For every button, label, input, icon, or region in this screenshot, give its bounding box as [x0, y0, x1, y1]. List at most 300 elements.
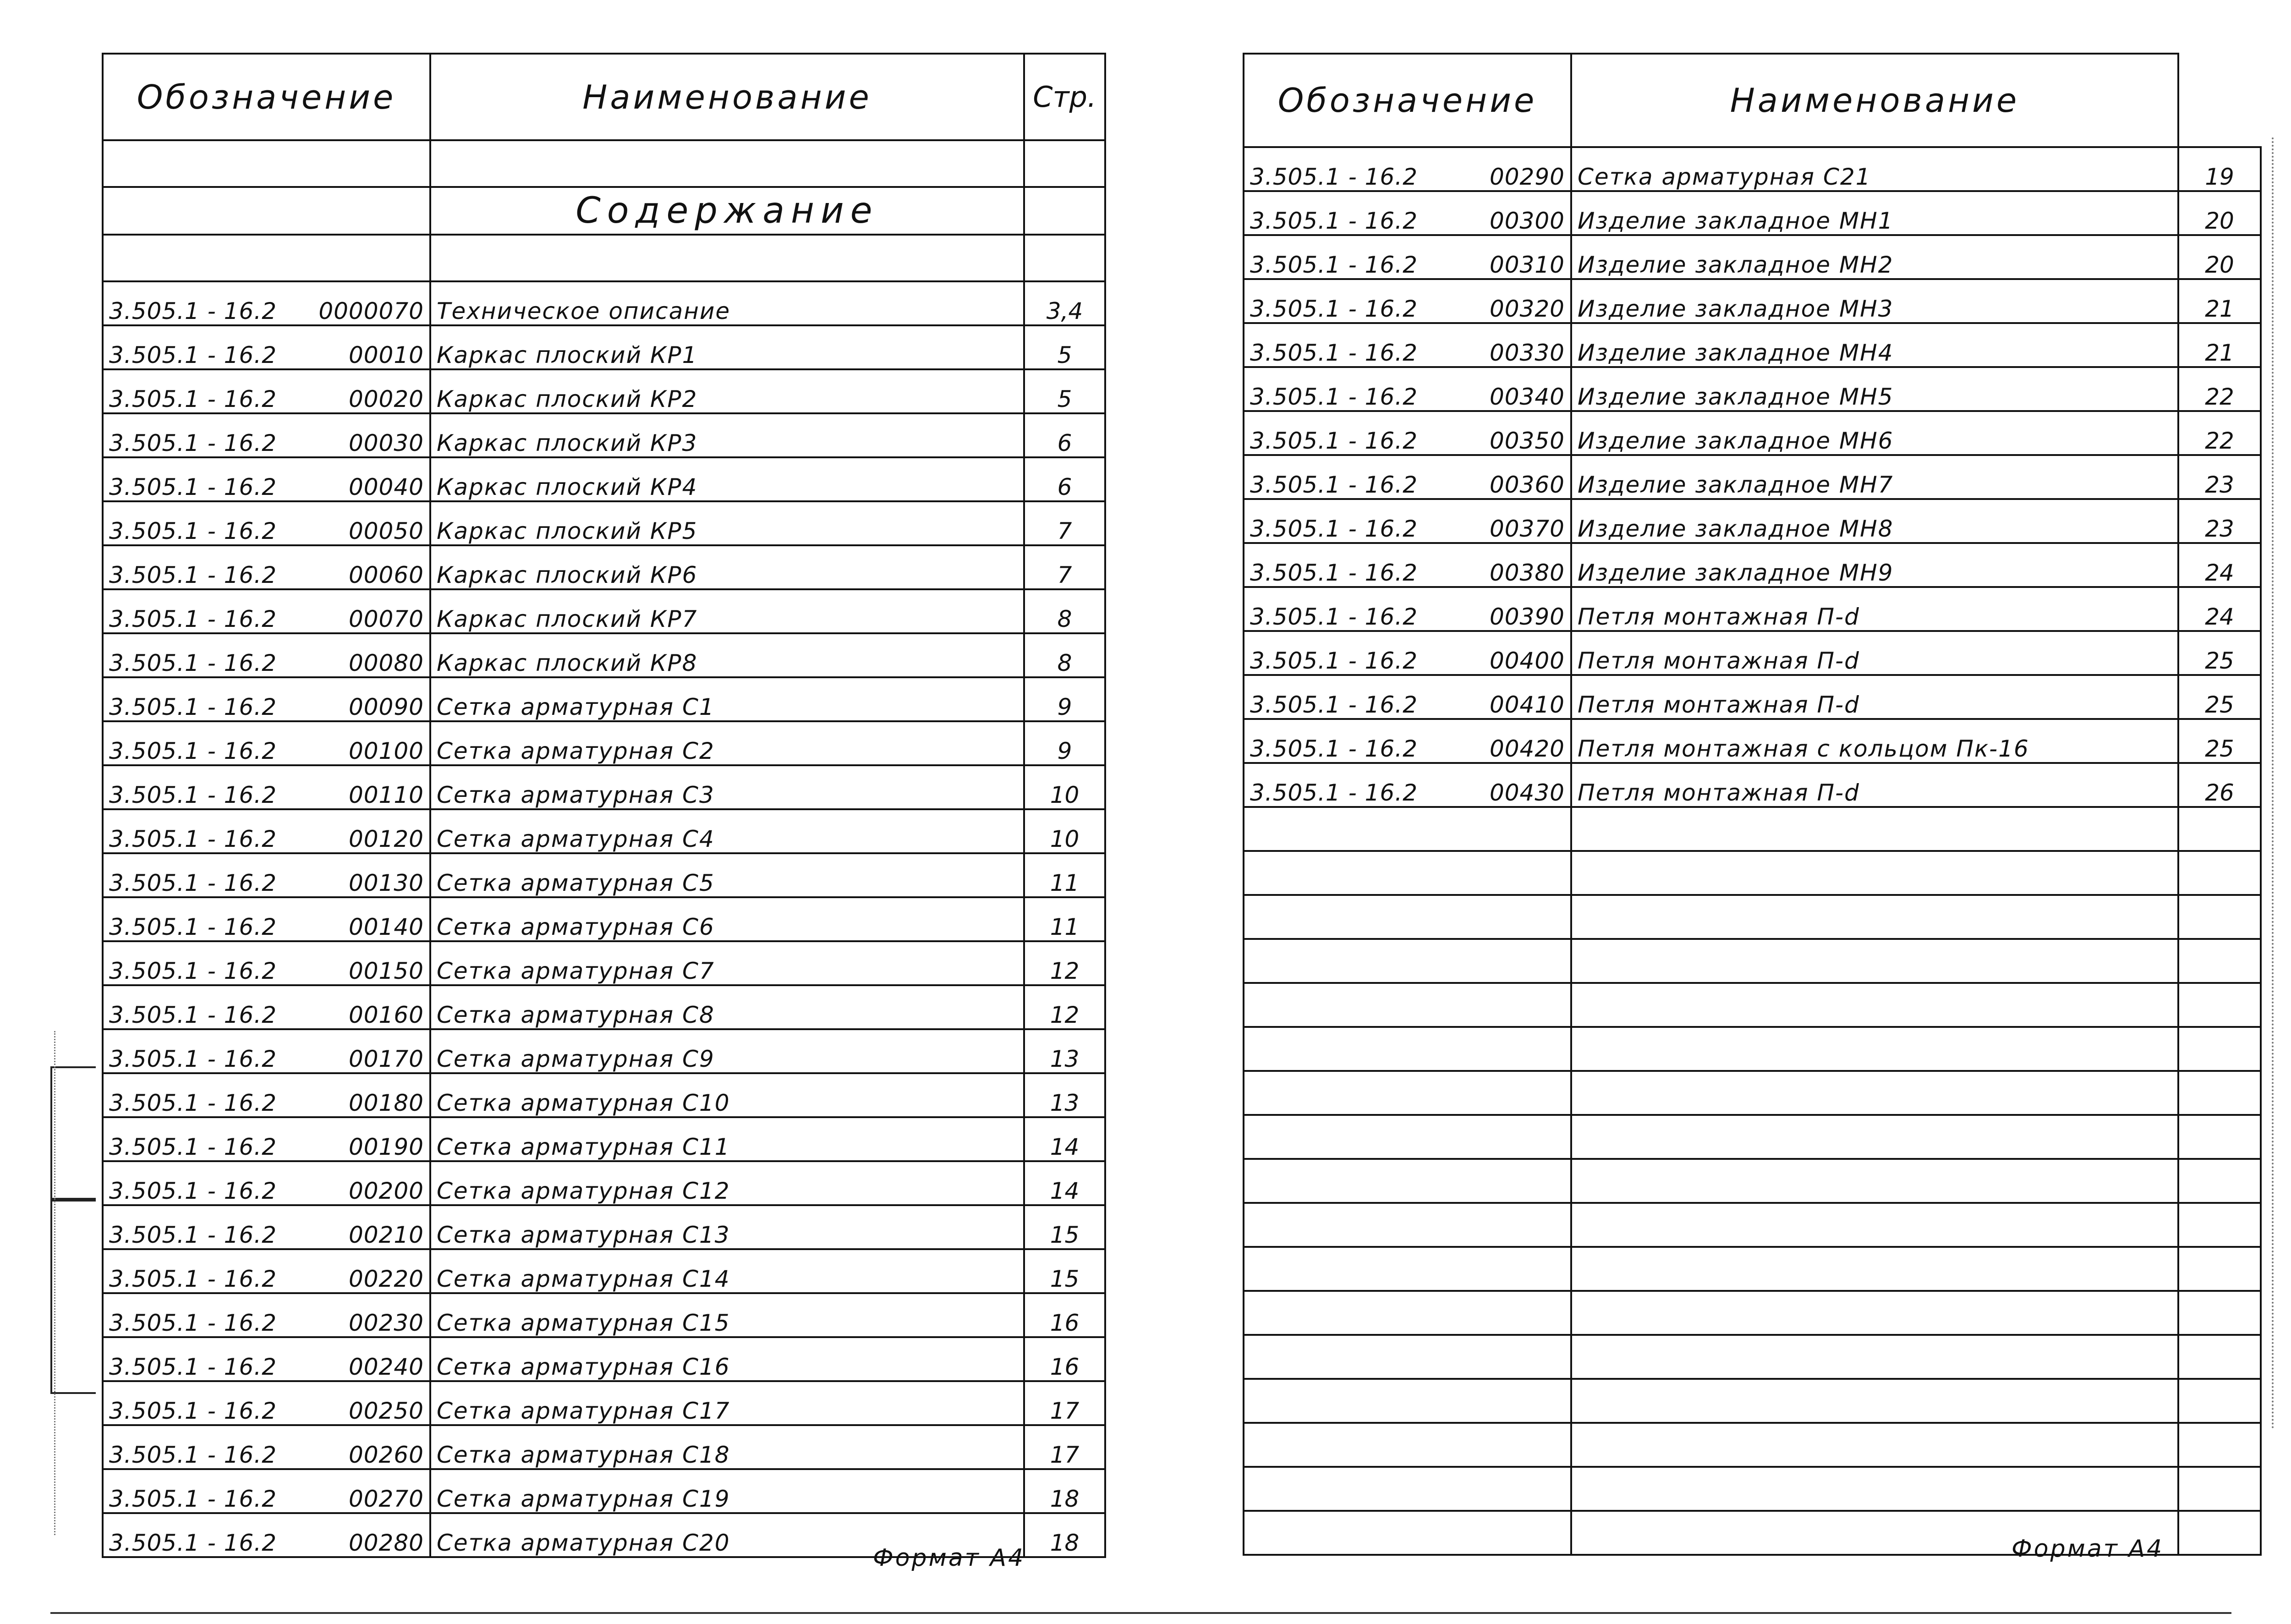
designation-cell: [103, 721, 430, 765]
table-row: [1244, 499, 2261, 543]
table-row: [103, 721, 1105, 765]
designation-cell: [1244, 543, 1571, 587]
designation-cell: [103, 1337, 430, 1381]
table-row: [103, 1337, 1105, 1381]
item-name: Каркас плоский КР2: [430, 369, 1024, 413]
table-row: [1244, 719, 2261, 763]
table-row: [103, 1381, 1105, 1425]
empty-cell: [1244, 1115, 1571, 1159]
item-name: Изделие закладное МН9: [1571, 543, 2178, 587]
designation-cell: [103, 1161, 430, 1205]
table-row: [1244, 587, 2261, 631]
item-name: Сетка арматурная С1: [430, 677, 1024, 721]
item-name: Петля монтажная П-d: [1571, 631, 2178, 675]
empty-cell: [1571, 895, 2178, 939]
table-row: [103, 545, 1105, 589]
designation-code: 3.505.1 - 16.2: [109, 870, 277, 896]
empty-cell: [2178, 1203, 2261, 1247]
empty-row: [1244, 1115, 2261, 1159]
designation-number: 00020: [348, 386, 424, 412]
empty-row: [1244, 939, 2261, 983]
page-number: 5: [1024, 369, 1105, 413]
designation-code: 3.505.1 - 16.2: [109, 1354, 277, 1380]
designation-number: 00390: [1489, 604, 1565, 630]
page-number: 17: [1024, 1381, 1105, 1425]
empty-cell: [1571, 939, 2178, 983]
table-row: [1244, 279, 2261, 323]
designation-number: 00300: [1489, 208, 1565, 234]
designation-code: 3.505.1 - 16.2: [1250, 208, 1418, 234]
empty-row: [1244, 851, 2261, 895]
column-header-name: Наименование: [430, 54, 1024, 140]
designation-code: 3.505.1 - 16.2: [109, 430, 277, 456]
empty-cell: [1244, 1247, 1571, 1291]
empty-cell: [1571, 1379, 2178, 1423]
empty-cell: [2178, 1423, 2261, 1467]
empty-cell: [2178, 1511, 2261, 1555]
table-row: [103, 369, 1105, 413]
designation-code: 3.505.1 - 16.2: [109, 1046, 277, 1072]
item-name: Изделие закладное МН5: [1571, 367, 2178, 411]
item-name: Изделие закладное МН1: [1571, 191, 2178, 235]
table-row: [103, 1249, 1105, 1293]
designation-cell: [103, 589, 430, 633]
designation-cell: [103, 413, 430, 457]
empty-row: [1244, 895, 2261, 939]
designation-code: 3.505.1 - 16.2: [109, 1530, 277, 1556]
table-row: [1244, 191, 2261, 235]
empty-row: [1244, 1027, 2261, 1071]
designation-code: 3.505.1 - 16.2: [1250, 252, 1418, 278]
designation-number: 00290: [1489, 164, 1565, 190]
item-name: Каркас плоский КР5: [430, 501, 1024, 545]
designation-code: 3.505.1 - 16.2: [1250, 604, 1418, 630]
contents-table-left: [102, 53, 1106, 1558]
page-number: 13: [1024, 1073, 1105, 1117]
designation-code: 3.505.1 - 16.2: [1250, 428, 1418, 454]
designation-code: 3.505.1 - 16.2: [109, 386, 277, 412]
page-number: 23: [2178, 455, 2261, 499]
designation-number: 00280: [348, 1530, 424, 1556]
table-row: [103, 1161, 1105, 1205]
item-name: Изделие закладное МН4: [1571, 323, 2178, 367]
item-name: Сетка арматурная С14: [430, 1249, 1024, 1293]
designation-cell: [1244, 719, 1571, 763]
designation-number: 00220: [348, 1266, 424, 1292]
item-name: Сетка арматурная С21: [1571, 147, 2178, 191]
designation-number: 00320: [1489, 296, 1565, 322]
page-number: 25: [2178, 675, 2261, 719]
empty-cell: [1571, 1335, 2178, 1379]
page-number: 9: [1024, 677, 1105, 721]
empty-cell: [1244, 1071, 1571, 1115]
designation-code: 3.505.1 - 16.2: [109, 826, 277, 852]
designation-cell: [1244, 279, 1571, 323]
item-name: Каркас плоский КР8: [430, 633, 1024, 677]
designation-code: 3.505.1 - 16.2: [109, 1398, 277, 1424]
empty-cell: [1244, 1027, 1571, 1071]
empty-cell: [2178, 807, 2261, 851]
page-number: 23: [2178, 499, 2261, 543]
empty-row: [1244, 1071, 2261, 1115]
empty-cell: [1571, 1291, 2178, 1335]
table-row: [103, 413, 1105, 457]
item-name: Сетка арматурная С17: [430, 1381, 1024, 1425]
designation-number: 00420: [1489, 735, 1565, 762]
page-number: 25: [2178, 631, 2261, 675]
empty-cell: [1571, 1071, 2178, 1115]
page-number: 24: [2178, 587, 2261, 631]
item-name: Петля монтажная П-d: [1571, 675, 2178, 719]
designation-number: 00200: [348, 1178, 424, 1204]
designation-cell: [1244, 367, 1571, 411]
empty-cell: [1571, 1467, 2178, 1511]
designation-cell: [1244, 631, 1571, 675]
item-name: Изделие закладное МН7: [1571, 455, 2178, 499]
empty-cell: [1571, 807, 2178, 851]
empty-cell: [1244, 1379, 1571, 1423]
designation-number: 00160: [348, 1002, 424, 1028]
page-number: 10: [1024, 809, 1105, 853]
column-header-designation: Обозначение: [103, 54, 430, 140]
designation-code: 3.505.1 - 16.2: [1250, 560, 1418, 586]
item-name: Каркас плоский КР4: [430, 457, 1024, 501]
table-row: [103, 633, 1105, 677]
margin-dotted-line: [54, 1031, 55, 1535]
designation-code: 3.505.1 - 16.2: [109, 1266, 277, 1292]
page-number: 6: [1024, 457, 1105, 501]
designation-number: 00340: [1489, 384, 1565, 410]
designation-code: 3.505.1 - 16.2: [1250, 472, 1418, 498]
item-name: Сетка арматурная С5: [430, 853, 1024, 897]
designation-cell: [103, 1425, 430, 1469]
table-row: [103, 677, 1105, 721]
designation-number: 00070: [348, 606, 424, 632]
designation-code: 3.505.1 - 16.2: [1250, 340, 1418, 366]
page-number: 6: [1024, 413, 1105, 457]
designation-number: 00100: [348, 738, 424, 764]
designation-cell: [1244, 191, 1571, 235]
page-number: 11: [1024, 853, 1105, 897]
table-row: [103, 985, 1105, 1029]
designation-code: 3.505.1 - 16.2: [1250, 164, 1418, 190]
item-name: Сетка арматурная С8: [430, 985, 1024, 1029]
designation-cell: [1244, 499, 1571, 543]
item-name: Сетка арматурная С4: [430, 809, 1024, 853]
table-row: [103, 1029, 1105, 1073]
designation-code: 3.505.1 - 16.2: [109, 1486, 277, 1512]
designation-cell: [1244, 235, 1571, 279]
designation-cell: [1244, 323, 1571, 367]
empty-cell: [1571, 1115, 2178, 1159]
item-name: Петля монтажная с кольцом Пк-16: [1571, 719, 2178, 763]
item-name: Каркас плоский КР1: [430, 325, 1024, 369]
table-row: [1244, 323, 2261, 367]
designation-cell: [103, 325, 430, 369]
item-name: Петля монтажная П-d: [1571, 763, 2178, 807]
empty-cell: [1571, 1027, 2178, 1071]
empty-cell: [1571, 1423, 2178, 1467]
designation-number: 00150: [348, 958, 424, 984]
item-name: Изделие закладное МН2: [1571, 235, 2178, 279]
column-header-name: Наименование: [1571, 54, 2178, 147]
item-name: Сетка арматурная С10: [430, 1073, 1024, 1117]
page-number: 26: [2178, 763, 2261, 807]
empty-row: [1244, 1467, 2261, 1511]
column-header-page-empty: [2178, 54, 2261, 147]
empty-cell: [2178, 1247, 2261, 1291]
empty-cell: [1571, 1203, 2178, 1247]
designation-number: 00050: [348, 518, 424, 544]
empty-cell: [1244, 1159, 1571, 1203]
section-title: Содержание: [430, 187, 1024, 235]
designation-number: 00090: [348, 694, 424, 720]
page-number: 17: [1024, 1425, 1105, 1469]
table-row: [103, 1073, 1105, 1117]
designation-number: 00240: [348, 1354, 424, 1380]
bottom-rule: [50, 1612, 2231, 1614]
designation-cell: [103, 501, 430, 545]
designation-code: 3.505.1 - 16.2: [109, 1178, 277, 1204]
designation-code: 3.505.1 - 16.2: [109, 650, 277, 676]
designation-cell: [103, 1117, 430, 1161]
page-number: 21: [2178, 323, 2261, 367]
table-row: [1244, 763, 2261, 807]
designation-number: 00130: [348, 870, 424, 896]
table-row: [103, 1425, 1105, 1469]
designation-number: 00350: [1489, 428, 1565, 454]
designation-code: 3.505.1 - 16.2: [109, 474, 277, 500]
empty-row: [1244, 983, 2261, 1027]
designation-cell: [103, 1073, 430, 1117]
item-name: Сетка арматурная С9: [430, 1029, 1024, 1073]
designation-cell: [103, 941, 430, 985]
empty-row: [1244, 1291, 2261, 1335]
blank-row: [103, 140, 1105, 187]
page-number: 25: [2178, 719, 2261, 763]
designation-number: 00140: [348, 914, 424, 940]
empty-cell: [1571, 1159, 2178, 1203]
designation-cell: [1244, 587, 1571, 631]
designation-cell: [103, 633, 430, 677]
empty-cell: [1244, 1291, 1571, 1335]
designation-cell: [103, 1029, 430, 1073]
column-header-page: Стр.: [1024, 54, 1105, 140]
page-number: 12: [1024, 941, 1105, 985]
page-number: 3,4: [1024, 281, 1105, 325]
designation-number: 00250: [348, 1398, 424, 1424]
empty-cell: [1244, 1423, 1571, 1467]
page-number: 14: [1024, 1161, 1105, 1205]
empty-row: [1244, 1379, 2261, 1423]
item-name: Сетка арматурная С19: [430, 1469, 1024, 1513]
empty-cell: [1571, 851, 2178, 895]
designation-number: 00370: [1489, 516, 1565, 542]
designation-cell: [103, 1205, 430, 1249]
designation-code: 3.505.1 - 16.2: [109, 1310, 277, 1336]
empty-cell: [1244, 895, 1571, 939]
designation-number: 00120: [348, 826, 424, 852]
margin-dotted-line: [2272, 137, 2274, 1430]
designation-number: 00210: [348, 1222, 424, 1248]
item-name: Сетка арматурная С13: [430, 1205, 1024, 1249]
item-name: Сетка арматурная С15: [430, 1293, 1024, 1337]
designation-cell: [103, 1381, 430, 1425]
page-number: 18: [1024, 1469, 1105, 1513]
empty-cell: [2178, 939, 2261, 983]
item-name: Сетка арматурная С6: [430, 897, 1024, 941]
item-name: Каркас плоский КР6: [430, 545, 1024, 589]
page-number: 5: [1024, 325, 1105, 369]
designation-number: 00060: [348, 562, 424, 588]
item-name: Сетка арматурная С16: [430, 1337, 1024, 1381]
designation-number: 00030: [348, 430, 424, 456]
table-row: [1244, 147, 2261, 191]
page-number: 16: [1024, 1337, 1105, 1381]
designation-cell: [103, 545, 430, 589]
table-row: [1244, 675, 2261, 719]
designation-number: 00010: [348, 342, 424, 368]
designation-number: 00110: [348, 782, 424, 808]
item-name: Каркас плоский КР3: [430, 413, 1024, 457]
page-number: 15: [1024, 1249, 1105, 1293]
designation-number: 00190: [348, 1134, 424, 1160]
section-title-row: [103, 187, 1105, 235]
page-number: 20: [2178, 191, 2261, 235]
designation-cell: [103, 809, 430, 853]
designation-code: 3.505.1 - 16.2: [1250, 296, 1418, 322]
table-row: [1244, 411, 2261, 455]
designation-cell: [103, 369, 430, 413]
designation-cell: [103, 1513, 430, 1557]
empty-cell: [2178, 1159, 2261, 1203]
table-row: [1244, 367, 2261, 411]
column-header-designation: Обозначение: [1244, 54, 1571, 147]
empty-cell: [1571, 983, 2178, 1027]
item-name: Сетка арматурная С20: [430, 1513, 1024, 1557]
empty-cell: [1244, 1467, 1571, 1511]
empty-row: [1244, 1247, 2261, 1291]
designation-cell: [1244, 411, 1571, 455]
designation-number: 00360: [1489, 472, 1565, 498]
designation-code: 3.505.1 - 16.2: [109, 298, 277, 324]
designation-number: 00080: [348, 650, 424, 676]
empty-cell: [2178, 1379, 2261, 1423]
designation-number: 0000070: [318, 298, 424, 324]
table-row: [103, 853, 1105, 897]
page-number: 24: [2178, 543, 2261, 587]
designation-number: 00270: [348, 1486, 424, 1512]
blank-row: [103, 235, 1105, 281]
item-name: Петля монтажная П-d: [1571, 587, 2178, 631]
contents-table-right: [1243, 53, 2262, 1556]
table-row: [103, 765, 1105, 809]
designation-code: 3.505.1 - 16.2: [109, 694, 277, 720]
empty-row: [1244, 1423, 2261, 1467]
designation-code: 3.505.1 - 16.2: [1250, 735, 1418, 762]
empty-cell: [2178, 983, 2261, 1027]
item-name: Сетка арматурная С2: [430, 721, 1024, 765]
empty-cell: [1244, 939, 1571, 983]
designation-number: 00170: [348, 1046, 424, 1072]
table-row: [103, 1205, 1105, 1249]
format-label-right: Формат А4: [2011, 1535, 2164, 1563]
table-row: [103, 941, 1105, 985]
empty-row: [1244, 1335, 2261, 1379]
item-name: Сетка арматурная С11: [430, 1117, 1024, 1161]
designation-code: 3.505.1 - 16.2: [109, 342, 277, 368]
table-row: [103, 281, 1105, 325]
page-number: 13: [1024, 1029, 1105, 1073]
designation-code: 3.505.1 - 16.2: [1250, 384, 1418, 410]
page-number: 7: [1024, 501, 1105, 545]
page-number: 11: [1024, 897, 1105, 941]
format-label-left: Формат А4: [873, 1544, 1025, 1572]
designation-number: 00180: [348, 1090, 424, 1116]
designation-code: 3.505.1 - 16.2: [1250, 691, 1418, 718]
designation-number: 00430: [1489, 779, 1565, 806]
empty-cell: [2178, 895, 2261, 939]
page-number: 18: [1024, 1513, 1105, 1557]
designation-code: 3.505.1 - 16.2: [109, 562, 277, 588]
designation-cell: [103, 985, 430, 1029]
empty-row: [1244, 1159, 2261, 1203]
designation-code: 3.505.1 - 16.2: [109, 738, 277, 764]
designation-cell: [103, 897, 430, 941]
item-name: Сетка арматурная С12: [430, 1161, 1024, 1205]
empty-cell: [2178, 851, 2261, 895]
page-number: 15: [1024, 1205, 1105, 1249]
page-number: 12: [1024, 985, 1105, 1029]
designation-cell: [103, 281, 430, 325]
designation-cell: [103, 1469, 430, 1513]
item-name: Изделие закладное МН6: [1571, 411, 2178, 455]
item-name: Сетка арматурная С7: [430, 941, 1024, 985]
table-row: [1244, 543, 2261, 587]
item-name: Изделие закладное МН8: [1571, 499, 2178, 543]
page-number: 22: [2178, 411, 2261, 455]
designation-code: 3.505.1 - 16.2: [1250, 779, 1418, 806]
item-name: Сетка арматурная С18: [430, 1425, 1024, 1469]
empty-cell: [2178, 1291, 2261, 1335]
table-row: [103, 501, 1105, 545]
table-row: [1244, 455, 2261, 499]
table-row: [103, 897, 1105, 941]
empty-cell: [1244, 1511, 1571, 1555]
designation-code: 3.505.1 - 16.2: [1250, 647, 1418, 674]
page-number: 20: [2178, 235, 2261, 279]
empty-row: [1244, 807, 2261, 851]
designation-code: 3.505.1 - 16.2: [109, 782, 277, 808]
page-number: 9: [1024, 721, 1105, 765]
designation-cell: [103, 677, 430, 721]
designation-cell: [103, 853, 430, 897]
empty-cell: [1244, 1335, 1571, 1379]
designation-cell: [1244, 763, 1571, 807]
designation-cell: [103, 1249, 430, 1293]
designation-code: 3.505.1 - 16.2: [109, 1090, 277, 1116]
empty-cell: [1244, 807, 1571, 851]
page-number: 14: [1024, 1117, 1105, 1161]
designation-cell: [1244, 675, 1571, 719]
designation-number: 00410: [1489, 691, 1565, 718]
designation-code: 3.505.1 - 16.2: [109, 1002, 277, 1028]
designation-code: 3.505.1 - 16.2: [109, 606, 277, 632]
designation-cell: [103, 765, 430, 809]
item-name: Техническое описание: [430, 281, 1024, 325]
designation-code: 3.505.1 - 16.2: [109, 958, 277, 984]
binding-bracket: [50, 1198, 96, 1394]
